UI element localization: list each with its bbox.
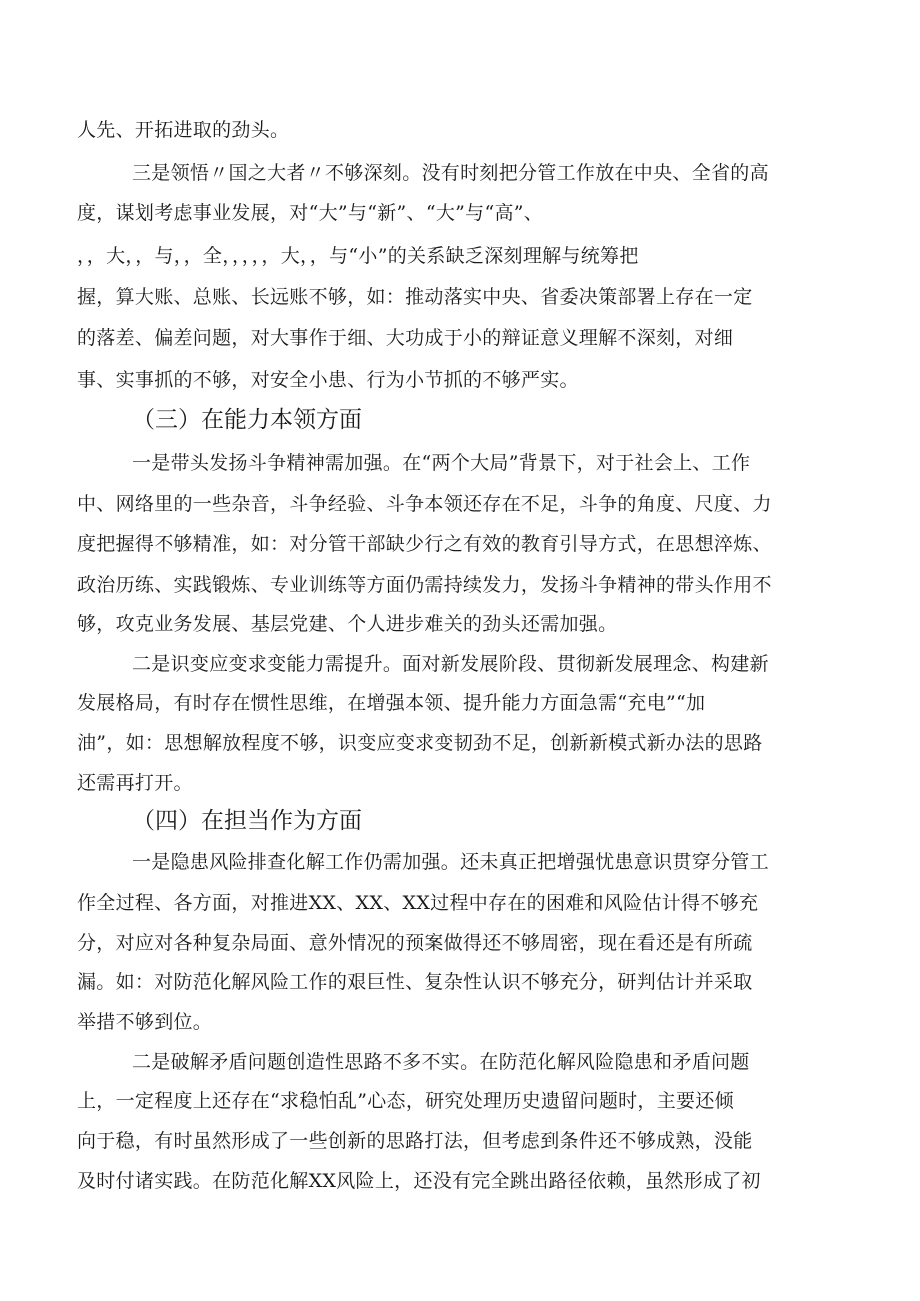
text-line: 还需再打开。 xyxy=(77,772,193,794)
section-heading-4: （四）在担当作为方面 xyxy=(132,808,362,834)
paragraph-start: 二是破解矛盾问题创造性思路不多不实。在防范化解风险隐患和矛盾问题 xyxy=(132,1051,750,1073)
paragraph-start: 一是隐患风险排查化解工作仍需加强。还未真正把增强忧患意识贯穿分管工 xyxy=(132,851,769,873)
paragraph-start: 三是领悟〃国之大者〃不够深刻。没有时刻把分管工作放在中央、全省的高 xyxy=(132,162,769,184)
paragraph-start: 一是带头发扬斗争精神需加强。在“两个大局”背景下，对于社会上、工作 xyxy=(132,452,751,474)
text-line: 度，谋划考虑事业发展，对“大”与“新”、“大”与“高”、 xyxy=(77,202,544,224)
text-line: 漏。如：对防范化解风险工作的艰巨性、复杂性认识不够充分，研判估计并采取 xyxy=(77,971,753,993)
text-line: 够，攻克业务发展、基层党建、个人进步难关的劲头还需加强。 xyxy=(77,613,618,635)
text-line: 分，对应对各种复杂局面、意外情况的预案做得还不够周密，现在看还是有所疏 xyxy=(77,932,753,954)
text-line: 发展格局，有时存在惯性思维，在增强本领、提升能力方面急需“充电”“加 xyxy=(77,692,706,714)
text-line: 作全过程、各方面，对推进XX、XX、XX过程中存在的困难和风险估计得不够充 xyxy=(77,892,759,914)
text-line: 人先、开拓进取的劲头。 xyxy=(77,119,290,141)
text-line: 的落差、偏差问题，对大事作于细、大功成于小的辩证意义理解不深刻，对细 xyxy=(77,327,734,349)
text-line: 向于稳，有时虽然形成了一些创新的思路打法，但考虑到条件还不够成熟，没能 xyxy=(77,1130,753,1152)
text-line: 及时付诸实践。在防范化解XX风险上，还没有完全跳出路径依赖，虽然形成了初 xyxy=(77,1170,761,1192)
text-line: 中、网络里的一些杂音，斗争经验、斗争本领还存在不足，斗争的角度、尺度、力 xyxy=(77,493,772,515)
text-line: 上，一定程度上还存在“求稳怕乱”心态，研究处理历史遗留问题时，主要还倾 xyxy=(77,1090,734,1112)
text-line: 事、实事抓的不够，对安全小患、行为小节抓的不够严实。 xyxy=(77,369,579,391)
text-line: 举措不够到位。 xyxy=(77,1011,213,1033)
text-line: 度把握得不够精准，如：对分管干部缺少行之有效的教育引导方式，在思想淬炼、 xyxy=(77,533,772,555)
text-line: 油”，如：思想解放程度不够，识变应变求变韧劲不足，创新新模式新办法的思路 xyxy=(77,732,763,754)
text-line: 政治历练、实践锻炼、专业训练等方面仍需持续发力，发扬斗争精神的带头作用不 xyxy=(77,574,772,596)
text-line: ，，大，，与，，全，，，，，大，，与“小”的关系缺乏深刻理解与统筹把 xyxy=(77,245,639,267)
paragraph-start: 二是识变应变求变能力需提升。面对新发展阶段、贯彻新发展理念、构建新 xyxy=(132,653,769,675)
text-line: 握，算大账、总账、长远账不够，如：推动落实中央、省委决策部署上存在一定 xyxy=(77,286,753,308)
section-heading-3: （三）在能力本领方面 xyxy=(132,407,362,433)
